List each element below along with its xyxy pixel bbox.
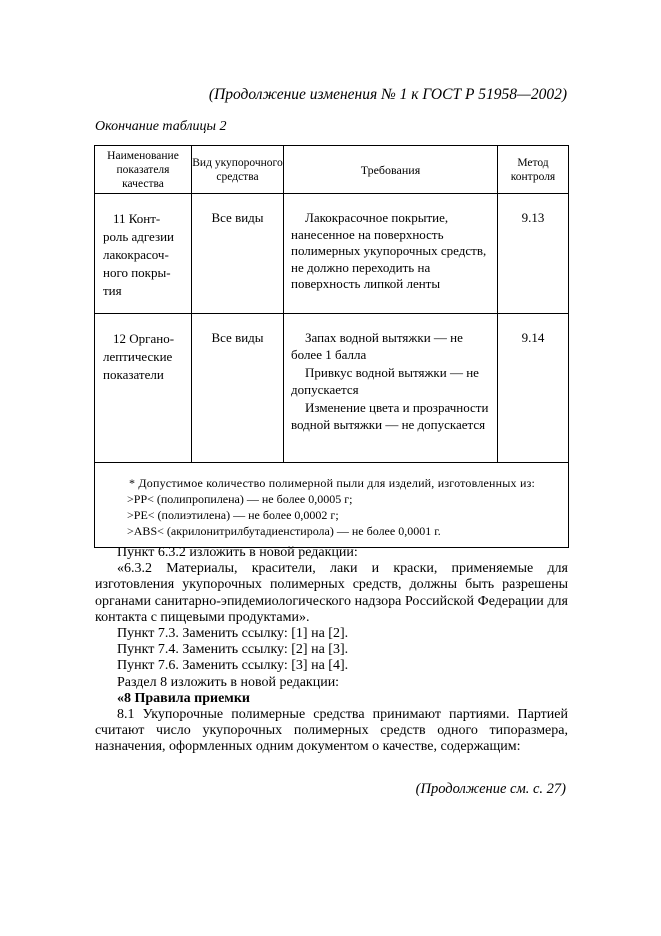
- table-row: [95, 194, 569, 314]
- paragraph: Пункт 6.3.2 изложить в новой редакции:: [117, 545, 358, 560]
- paragraph: Пункт 7.4. Заменить ссылку: [2] на [3].: [117, 642, 349, 658]
- page-header: (Продолжение изменения № 1 к ГОСТ Р 51958—2002): [208, 86, 567, 103]
- page-footer: (Продолжение см. с. 27): [415, 781, 566, 797]
- header-requirements: Требования: [284, 146, 498, 194]
- cell-name: 11 Конт- роль адгезии лакокрасоч- ного покры- тия: [95, 194, 192, 314]
- paragraph: 8.1 Укупорочные полимерные средства принимают партиями. Партией считают число укупорочных полимерных средств одного типоразмера, назначения, оформленных одним документом о качестве, содержащим:: [95, 707, 568, 755]
- table-footnote: * Допустимое количество полимерной пыли для изделий, изготовленных из: >PP< (полипропилена) — не более 0,0005 г; >PE< (полиэтилена) — не более 0,0002 г; >ABS< (акрилонитрилбутадиенстирола) — не более 0,0001 г.: [95, 463, 569, 548]
- paragraph: Пункт 7.6. Заменить ссылку: [3] на [4].: [117, 658, 349, 674]
- paragraph: Раздел 8 изложить в новой редакции:: [117, 674, 340, 690]
- cell-requirements: Лакокрасочное покрытие, нанесенное на поверхность полимерных укупорочных средств, не должно переходить на поверхность липкой ленты: [284, 194, 498, 314]
- cell-method: 9.13: [498, 194, 569, 314]
- table-header-row: [95, 146, 569, 194]
- paragraph: Пункт 7.3. Заменить ссылку: [1] на [2].: [117, 626, 349, 642]
- cell-name: 12 Органо- лептические показатели: [95, 314, 192, 463]
- header-method: Метод контроля: [498, 146, 569, 194]
- cell-type: Все виды: [192, 314, 284, 463]
- header-name: Наименование показателя качества: [95, 146, 192, 194]
- body-text: [95, 545, 568, 756]
- paragraph: «6.3.2 Материалы, красители, лаки и краски, применяемые для изготовления укупорочных полимерных средств, должны быть разрешены органами санитарно-эпидемиологического надзора Российской Федерации для контакта с пищевыми продуктами».: [95, 561, 568, 625]
- section-heading: «8 Правила приемки: [117, 690, 250, 706]
- requirements-table: [94, 145, 568, 548]
- table-row: [95, 314, 569, 463]
- cell-method: 9.14: [498, 314, 569, 463]
- header-type: Вид укупорочного средства: [192, 146, 284, 194]
- cell-type: Все виды: [192, 194, 284, 314]
- table-footnote-row: [95, 463, 569, 548]
- cell-requirements: Запах водной вытяжки — не более 1 балла Привкус водной вытяжки — не допускается Изменение цвета и прозрачности водной вытяжки — не допускается: [284, 314, 498, 463]
- table-caption: Окончание таблицы 2: [95, 119, 227, 134]
